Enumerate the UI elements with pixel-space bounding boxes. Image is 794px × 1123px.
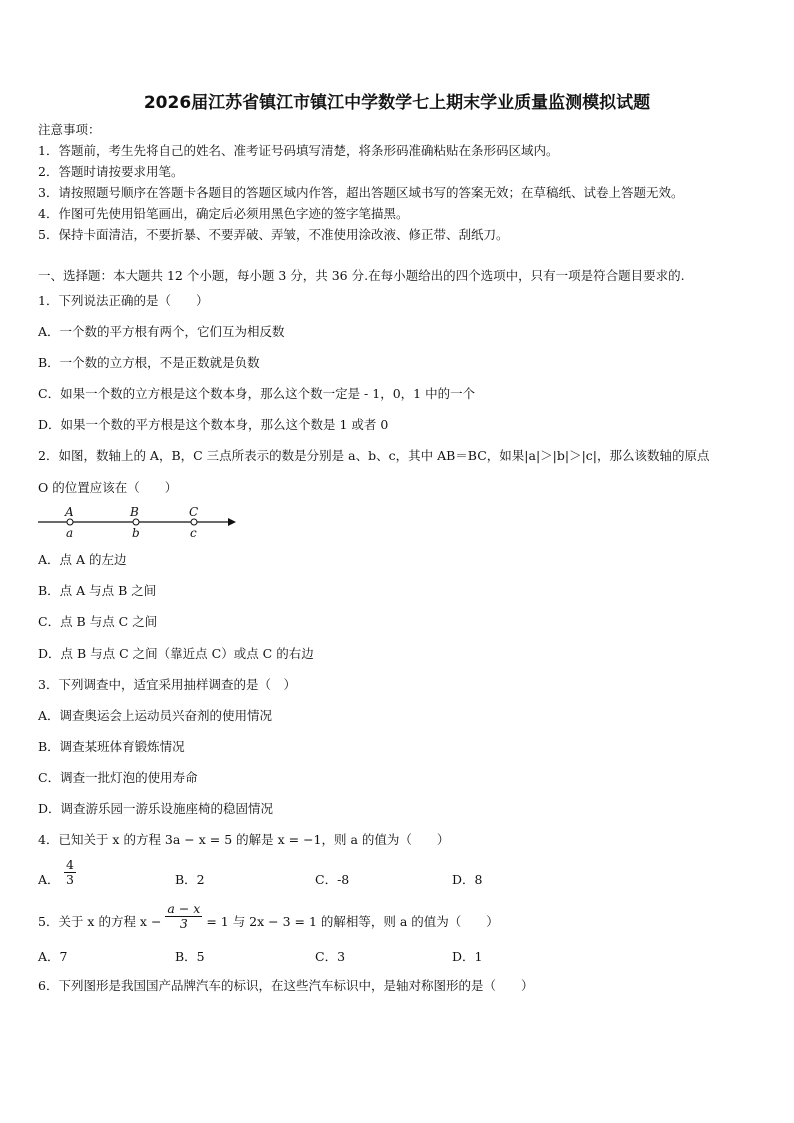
q5-stem-suffix: = 1 与 2x − 3 = 1 的解相等，则 a 的值为（ ） [206, 914, 499, 929]
label-upper-c: C [189, 505, 199, 519]
fraction-denominator: 3 [66, 872, 74, 887]
q3-option-a: A．调查奥运会上运动员兴奋剂的使用情况 [38, 708, 273, 723]
notice-item: 5．保持卡面清洁，不要折暴、不要弄破、弄皱，不准使用涂改液、修正带、刮纸刀。 [38, 227, 509, 242]
arrow-head-icon [228, 518, 236, 526]
q5-options [38, 947, 758, 965]
page-title: 2026届江苏省镇江市镇江中学数学七上期末学业质量监测模拟试题 [143, 93, 651, 113]
notice-item: 2．答题时请按要求用笔。 [38, 164, 184, 179]
notice-item: 1．答题前，考生先将自己的姓名、准考证号码填写清楚，将条形码准确粘贴在条形码区域内。 [38, 143, 559, 158]
point-c [191, 519, 197, 525]
notice-item: 4．作图可先使用铅笔画出，确定后必须用黑色字迹的签字笔描黑。 [38, 206, 409, 221]
q1-option-b: B．一个数的立方根，不是正数就是负数 [38, 355, 260, 370]
q5-option-b: B．5 [175, 949, 205, 964]
question-5-stem [38, 902, 499, 936]
q4-option-c: C．-8 [315, 872, 350, 887]
label-upper-b: B [130, 505, 139, 519]
q3-option-d: D．调查游乐园一游乐设施座椅的稳固情况 [38, 801, 274, 816]
q1-option-c: C．如果一个数的立方根是这个数本身，那么这个数一定是 - 1，0，1 中的一个 [38, 386, 476, 401]
notice-heading: 注意事项： [38, 122, 101, 137]
point-a [67, 519, 73, 525]
q1-option-d: D．如果一个数的平方根是这个数本身，那么这个数是 1 或者 0 [38, 417, 389, 432]
q3-option-b: B．调查某班体育锻炼情况 [38, 739, 185, 754]
number-line-figure [36, 504, 246, 544]
label-lower-a: a [66, 526, 74, 540]
label-upper-a: A [65, 505, 74, 519]
q5-stem-prefix: 5．关于 x 的方程 x − [38, 914, 162, 929]
q5-option-a: A．7 [38, 949, 68, 964]
question-1-stem: 1．下列说法正确的是（ ） [38, 293, 209, 308]
q2-option-d: D．点 B 与点 C 之间（靠近点 C）或点 C 的右边 [38, 646, 314, 661]
q4-option-d: D．8 [452, 872, 483, 887]
question-6-stem: 6．下列图形是我国国产品牌汽车的标识，在这些汽车标识中，是轴对称图形的是（ ） [38, 978, 534, 993]
q1-option-a: A．一个数的平方根有两个，它们互为相反数 [38, 324, 285, 339]
label-lower-b: b [132, 526, 140, 540]
q4-option-a-fraction [64, 858, 76, 887]
q4-option-b: B．2 [175, 872, 205, 887]
q5-fraction-denominator: 3 [179, 916, 188, 931]
q5-option-d: D．1 [452, 949, 483, 964]
q3-option-c: C．调查一批灯泡的使用寿命 [38, 770, 198, 785]
label-lower-c: c [190, 526, 197, 540]
question-4-stem: 4．已知关于 x 的方程 3a − x = 5 的解是 x = −1，则 a 的值为（ ） [38, 832, 450, 847]
q4-options [38, 858, 758, 898]
question-2-stem: 2．如图，数轴上的 A，B，C 三点所表示的数是分别是 a、b、c，其中 AB＝BC，如果|a|＞|b|＞|c|，那么该数轴的原点 [38, 448, 710, 463]
section-heading: 一、选择题：本大题共 12 个小题，每小题 3 分，共 36 分.在每小题给出的四个选项中，只有一项是符合题目要求的. [38, 268, 685, 283]
q2-option-c: C．点 B 与点 C 之间 [38, 614, 158, 629]
q4-option-a-label: A． [38, 872, 60, 887]
q2-option-b: B．点 A 与点 B 之间 [38, 583, 157, 598]
point-b [133, 519, 139, 525]
question-3-stem: 3．下列调查中，适宜采用抽样调查的是（ ） [38, 677, 296, 692]
fraction-numerator: 4 [66, 857, 74, 872]
q5-option-c: C．3 [315, 949, 346, 964]
q5-fraction-numerator: a − x [167, 901, 201, 916]
notice-item: 3．请按照题号顺序在答题卡各题目的答题区域内作答，超出答题区域书写的答案无效；在草稿纸、试卷上答题无效。 [38, 185, 684, 200]
q2-option-a: A．点 A 的左边 [38, 552, 127, 567]
question-2-stem-cont: O 的位置应该在（ ） [38, 480, 178, 495]
